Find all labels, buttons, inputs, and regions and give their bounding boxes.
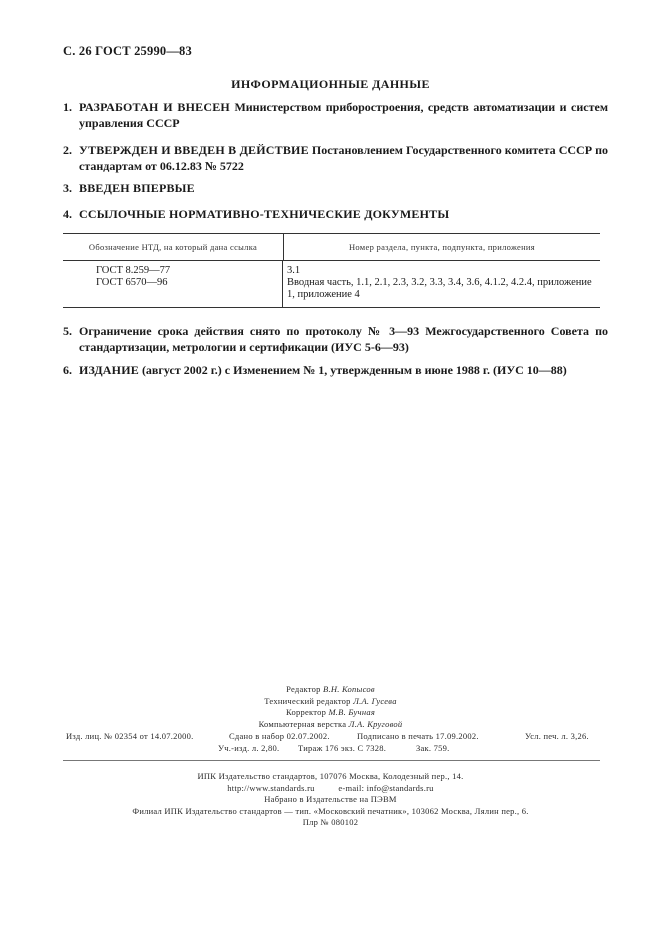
item-lead: ВВЕДЕН ВПЕРВЫЕ bbox=[79, 181, 195, 195]
credit-line bbox=[0, 696, 661, 708]
table-cell-sections: Вводная часть, 1.1, 2.1, 2.3, 3.2, 3.3, 3.4, 3.6, 4.1.2, 4.2.4, приложение 1, приложение 4 bbox=[287, 277, 592, 300]
item-number: 4. bbox=[63, 207, 72, 221]
typeset-date: Сдано в набор 02.07.2002. bbox=[229, 731, 330, 741]
table-cell-doc: ГОСТ 6570—96 bbox=[96, 277, 168, 288]
publisher-block bbox=[0, 771, 661, 829]
credit-line bbox=[0, 719, 661, 731]
info-item-4 bbox=[63, 207, 608, 223]
credit-role: Корректор bbox=[285, 707, 327, 717]
item-number: 6. bbox=[63, 363, 72, 377]
item-text: Ограничение срока действия снято по протоколу № 3—93 Межгосударственного Совета по стандартизации, метрологии и сертификации (ИУС 5-6—93) bbox=[79, 324, 608, 354]
credit-role: Технический редактор bbox=[264, 695, 351, 706]
table-cell-doc: ГОСТ 8.259—77 bbox=[96, 265, 171, 276]
reference-documents-table bbox=[63, 233, 600, 308]
publisher-line: Набрано в Издательстве на ПЭВМ bbox=[264, 794, 397, 804]
credit-name: Л.А. Гусева bbox=[353, 695, 397, 706]
pub-sheets: Уч.-изд. л. 2,80. bbox=[218, 742, 280, 753]
signed-date: Подписано в печать 17.09.2002. bbox=[357, 731, 479, 741]
running-head: С. 26 ГОСТ 25990—83 bbox=[63, 44, 192, 58]
item-text: Постановлением Государственного комитета СССР по стандартам от 06.12.83 № 5722 bbox=[79, 143, 608, 173]
item-lead: ССЫЛОЧНЫЕ НОРМАТИВНО-ТЕХНИЧЕСКИЕ ДОКУМЕНТЫ bbox=[79, 207, 450, 221]
credit-name: М.В. Бучная bbox=[328, 707, 376, 717]
item-lead: УТВЕРЖДЕН И ВВЕДЕН В ДЕЙСТВИЕ bbox=[79, 143, 309, 157]
table-row bbox=[63, 261, 600, 307]
publication-details bbox=[66, 731, 606, 754]
info-item-1 bbox=[63, 100, 608, 131]
credit-name: Л.А. Круговой bbox=[348, 718, 403, 729]
item-lead: ИЗДАНИЕ bbox=[79, 363, 139, 377]
credits-block bbox=[0, 684, 661, 730]
info-item-2 bbox=[63, 143, 608, 174]
info-item-3 bbox=[63, 181, 608, 197]
publisher-line: Филиал ИПК Издательство стандартов — тип. «Московский печатник», 103062 Москва, Лялин пер., 6. bbox=[132, 805, 529, 816]
credit-line bbox=[0, 684, 661, 696]
item-number: 5. bbox=[63, 324, 72, 338]
section-title: ИНФОРМАЦИОННЫЕ ДАННЫЕ bbox=[231, 77, 430, 91]
table-sections-column bbox=[283, 261, 600, 307]
credit-role: Компьютерная верстка bbox=[258, 718, 347, 729]
license-text: Изд. лиц. № 02354 от 14.07.2000. bbox=[66, 731, 194, 741]
table-cell-sections: 3.1 bbox=[287, 265, 301, 276]
publisher-line: http://www.standards.ru e-mail: info@standards.ru bbox=[227, 782, 434, 793]
publisher-line: Плр № 080102 bbox=[302, 817, 359, 827]
order-number: Зак. 759. bbox=[416, 742, 450, 753]
table-doc-column bbox=[63, 261, 283, 307]
item-text: (август 2002 г.) с Изменением № 1, утвержденным в июне 1988 г. (ИУС 10—88) bbox=[138, 363, 567, 377]
item-number: 1. bbox=[63, 100, 72, 114]
item-number: 2. bbox=[63, 143, 72, 157]
item-text: Министерством приборостроения, средств автоматизации и систем управления СССР bbox=[79, 100, 608, 130]
print-sheets: Усл. печ. л. 3,26. bbox=[525, 731, 589, 741]
item-number: 3. bbox=[63, 181, 72, 195]
credit-role: Редактор bbox=[286, 684, 321, 694]
credit-line bbox=[0, 707, 661, 719]
item-lead: РАЗРАБОТАН И ВНЕСЕН bbox=[79, 100, 230, 114]
print-run: Тираж 176 экз. С 7328. bbox=[298, 742, 387, 753]
table-header bbox=[63, 234, 600, 261]
credit-name: В.Н. Копысов bbox=[323, 684, 375, 694]
info-item-5 bbox=[63, 324, 608, 355]
publisher-line: ИПК Издательство стандартов, 107076 Москва, Колодезный пер., 14. bbox=[197, 771, 464, 781]
divider bbox=[63, 760, 600, 761]
table-header-sections: Номер раздела, пункта, подпункта, приложения bbox=[348, 242, 535, 252]
info-item-6 bbox=[63, 363, 608, 379]
table-header-doc: Обозначение НТД, на который дана ссылка bbox=[63, 234, 284, 260]
